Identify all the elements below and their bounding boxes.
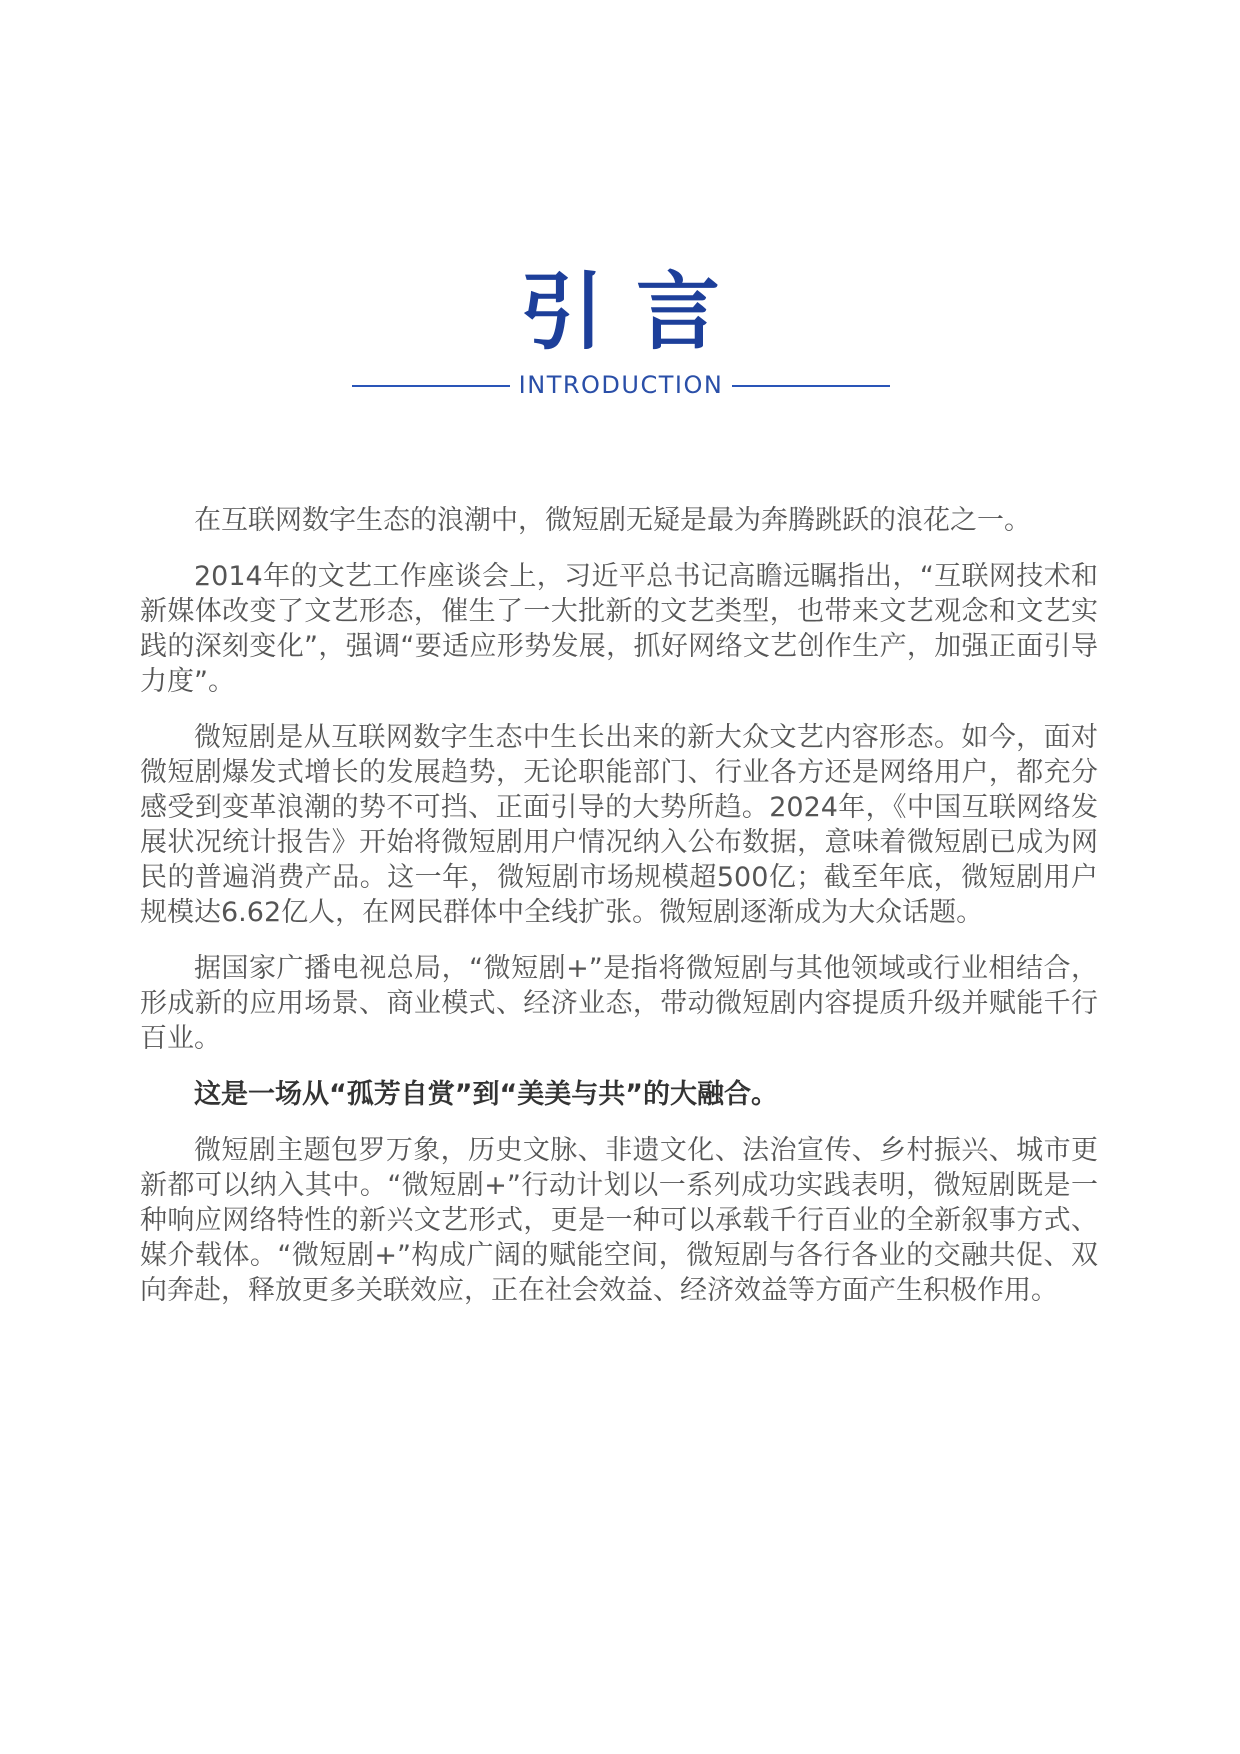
subtitle-divider-right bbox=[732, 385, 890, 387]
page-title: 引言 bbox=[519, 263, 752, 361]
paragraph-emphasis: 这是一场从“孤芳自赏”到“美美与共”的大融合。 bbox=[194, 1079, 778, 1110]
paragraph-2014-forum: 2014年的文艺工作座谈会上，习近平总书记高瞻远瞩指出，“互联网技术和新媒体改变了文艺形态，催生了一大批新的文艺类型，也带来文艺观念和文艺实践的深刻变化”，强调“要适应形势发展，抓好网络文艺创作生产，加强正面引导力度”。 bbox=[140, 561, 1098, 697]
paragraph-market-growth: 微短剧是从互联网数字生态中生长出来的新大众文艺内容形态。如今，面对微短剧爆发式增长的发展趋势，无论职能部门、行业各方还是网络用户，都充分感受到变革浪潮的势不可挡、正面引导的大势所趋。2024年，《中国互联网络发展状况统计报告》开始将微短剧用户情况纳入公布数据，意味着微短剧已成为网民的普遍消费产品。这一年，微短剧市场规模超500亿；截至年底，微短剧用户规模达6.62亿人，在网民群体中全线扩张。微短剧逐渐成为大众话题。 bbox=[140, 722, 1098, 928]
subtitle-row bbox=[0, 368, 1240, 402]
body-text bbox=[140, 503, 1098, 1329]
paragraph-themes: 微短剧主题包罗万象，历史文脉、非遗文化、法治宣传、乡村振兴、城市更新都可以纳入其中。“微短剧+”行动计划以一系列成功实践表明，微短剧既是一种响应网络特性的新兴文艺形式，更是一种可以承载千行百业的全新叙事方式、媒介载体。“微短剧+”构成广阔的赋能空间，微短剧与各行各业的交融共促、双向奔赴，释放更多关联效应，正在社会效益、经济效益等方面产生积极作用。 bbox=[140, 1135, 1098, 1306]
subtitle-divider-left bbox=[352, 385, 510, 387]
paragraph-definition: 据国家广播电视总局，“微短剧+”是指将微短剧与其他领域或行业相结合，形成新的应用场景、商业模式、经济业态，带动微短剧内容提质升级并赋能千行百业。 bbox=[140, 953, 1098, 1054]
paragraph-intro: 在互联网数字生态的浪潮中，微短剧无疑是最为奔腾跳跃的浪花之一。 bbox=[194, 505, 1031, 536]
page-subtitle: INTRODUCTION bbox=[518, 371, 724, 399]
